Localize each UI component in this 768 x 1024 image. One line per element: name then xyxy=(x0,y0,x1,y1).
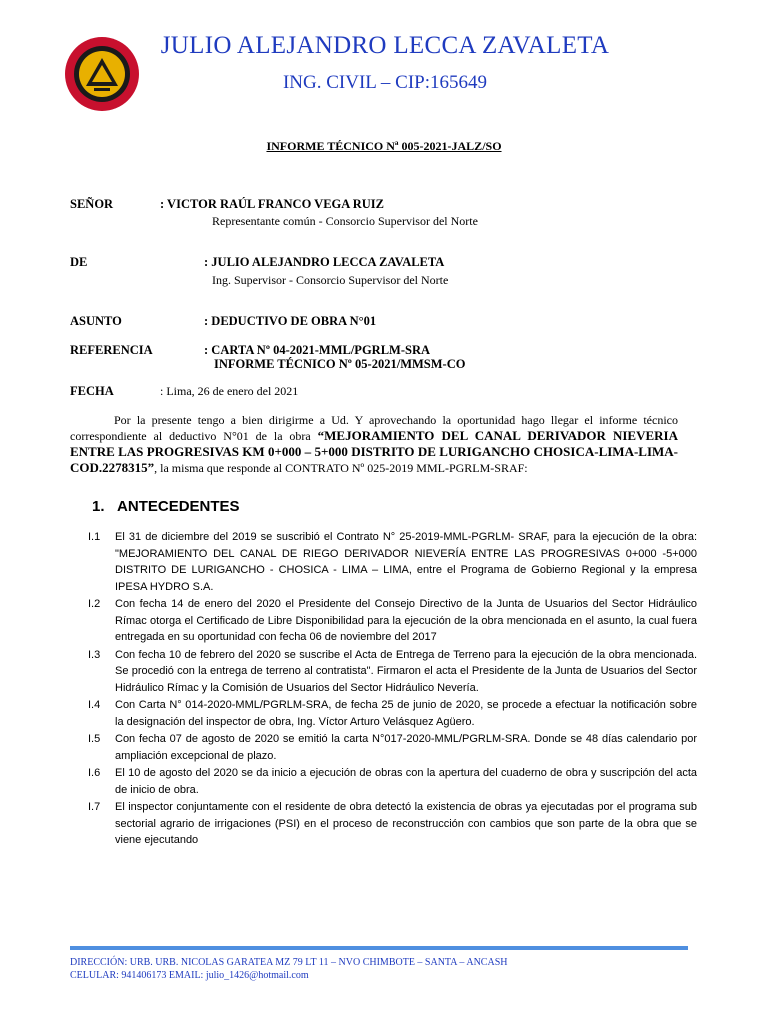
field-value-asunto: : DEDUCTIVO DE OBRA N°01 xyxy=(204,314,377,328)
logo-seal xyxy=(64,36,140,112)
field-value-fecha: : Lima, 26 de enero del 2021 xyxy=(160,384,299,398)
field-label-de: DE xyxy=(70,255,88,269)
field-value-senor: : VICTOR RAÚL FRANCO VEGA RUIZ xyxy=(160,197,384,211)
item-text: Con fecha 07 de agosto de 2020 se emitió la carta N°017-2020-MML/PGRLM-SRA. Donde se 48 días calendario por ampliación excepcional de plazo. xyxy=(115,733,697,762)
item-number: I.7 xyxy=(88,801,101,813)
item-number: I.4 xyxy=(88,699,101,711)
field-label-fecha: FECHA xyxy=(70,384,114,398)
intro-text-1: Por la presente tengo a bien dirigirme a Ud. Y aprovechando la oportunidad hago llegar el informe técnico correspondiente al deductivo N°01 de la obra xyxy=(70,413,678,443)
section-number: 1. xyxy=(92,498,105,515)
section-title: ANTECEDENTES xyxy=(117,498,240,515)
footer-divider xyxy=(70,946,688,950)
field-value-referencia-2: INFORME TÉCNICO Nº 05-2021/MMSM-CO xyxy=(214,357,466,371)
item-text: Con Carta N° 014-2020-MML/PGRLM-SRA, de fecha 25 de junio de 2020, se procede a efectuar la notificación sobre la designación del inspector de obra, Ing. Víctor Arturo Velásquez Agüero. xyxy=(115,699,697,728)
field-note-de: Ing. Supervisor - Consorcio Supervisor del Norte xyxy=(212,273,449,287)
field-note-senor: Representante común - Consorcio Supervisor del Norte xyxy=(212,214,478,228)
antecedentes-list xyxy=(88,529,697,850)
field-label-senor: SEÑOR xyxy=(70,197,114,211)
field-label-referencia: REFERENCIA xyxy=(70,343,153,357)
list-item xyxy=(88,731,697,764)
item-number: I.5 xyxy=(88,733,101,745)
footer-contact: CELULAR: 941406173 EMAIL: julio_1426@hotmail.com xyxy=(70,970,309,981)
item-number: I.3 xyxy=(88,648,101,661)
field-value-de: : JULIO ALEJANDRO LECCA ZAVALETA xyxy=(204,255,445,269)
field-label-asunto: ASUNTO xyxy=(70,314,122,328)
list-item xyxy=(88,529,697,595)
item-text: El inspector conjuntamente con el residente de obra detectó la existencia de obras ya ejecutadas por el programa sub sectorial agrario de irrigaciones (PSI) en el proceso de reconstrucción con cambios que son parte de la obra que se viene ejecutando xyxy=(115,801,697,846)
item-number: I.1 xyxy=(88,531,101,543)
intro-text-2: , la misma que responde al CONTRATO Nº 025-2019 MML-PGRLM-SRAF: xyxy=(154,461,528,475)
section-heading xyxy=(92,498,240,515)
item-text: El 31 de diciembre del 2019 se suscribió el Contrato N° 25-2019-MML-PGRLM- SRAF, para la ejecución de la obra: "MEJORAMIENTO DEL CANAL DE RIEGO DERIVADOR NIEVERÍA ENTRE LAS PROGRESIVAS 0+000 -5+000 DISTRITO DE LURIGANCHO - CHOSICA - LIMA – LIMA, entre el Programa de Gobierno Regional y la empresa IPESA HYDRO S.A. xyxy=(115,531,697,593)
project-name: “MEJORAMIENTO DEL CANAL DERIVADOR NIEVERIA ENTRE LAS PROGRESIVAS KM 0+000 – 5+000 DISTRITO DE LURIGANCHO CHOSICA-LIMA-LIMA-COD.2278315” xyxy=(70,428,679,475)
item-text: El 10 de agosto del 2020 se da inicio a ejecución de obras con la apertura del cuaderno de obra y suscripción del acta de inicio de obra. xyxy=(115,767,697,796)
list-item xyxy=(88,647,697,697)
item-text: Con fecha 14 de enero del 2020 el Presidente del Consejo Directivo de la Junta de Usuarios del Sector Hidráulico Rímac otorga el Certificado de Libre Disponibilidad para la ejecución de la obra mencionada en el asunto, la cual fuera entregada en su oportunidad con fecha 06 de noviembre del 2017 xyxy=(115,598,697,643)
list-item xyxy=(88,596,697,646)
item-text: Con fecha 10 de febrero del 2020 se suscribe el Acta de Entrega de Terreno para la ejecución de la obra mencionada. Se procedió con la entrega de terreno al contratista". Firmaron el acta el Presidente de la Junta de Usuarios del Sector Hidráulico Rímac y la Comisión de Usuarios del Sector Hidráulico Nevería. xyxy=(115,648,697,694)
list-item xyxy=(88,799,697,849)
item-number: I.6 xyxy=(88,767,101,779)
list-item xyxy=(88,697,697,730)
intro-paragraph xyxy=(70,413,678,476)
field-value-referencia-1: : CARTA Nº 04-2021-MML/PGRLM-SRA xyxy=(204,343,431,357)
author-subtitle: ING. CIVIL – CIP:165649 xyxy=(282,72,488,93)
item-number: I.2 xyxy=(88,598,101,610)
footer-address: DIRECCIÓN: URB. URB. NICOLAS GARATEA MZ 79 LT 11 – NVO CHIMBOTE – SANTA – ANCASH xyxy=(70,957,508,968)
report-title: INFORME TÉCNICO Nª 005-2021-JALZ/SO xyxy=(266,139,502,153)
author-name: JULIO ALEJANDRO LECCA ZAVALETA xyxy=(160,32,610,59)
list-item xyxy=(88,765,697,798)
